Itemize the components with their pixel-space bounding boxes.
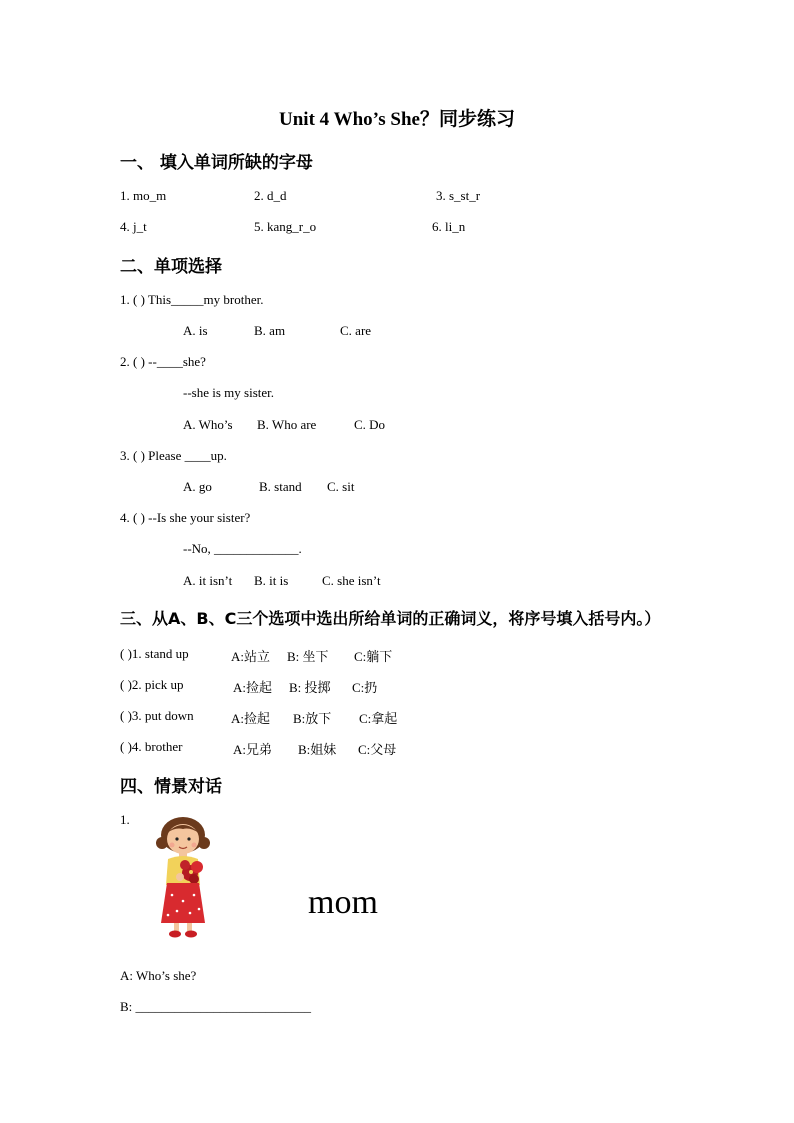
question-2-stem: 2. ( ) --____she? xyxy=(120,354,206,369)
section-4-heading: 四、情景对话 xyxy=(120,777,222,797)
meaning-row-4-option-b: B:姐妹 xyxy=(298,742,337,757)
meaning-row-3-option-c: C:拿起 xyxy=(359,711,398,726)
question-3-option-a: A. go xyxy=(183,479,212,494)
fill-item-2: 2. d_d xyxy=(254,188,287,203)
question-3-stem: 3. ( ) Please ____up. xyxy=(120,448,227,463)
question-3-option-b: B. stand xyxy=(259,479,302,494)
dialogue-line-a: A: Who’s she? xyxy=(120,968,197,983)
question-2-option-c: C. Do xyxy=(354,417,386,432)
meaning-row-4-option-c: C:父母 xyxy=(358,742,397,757)
question-1-option-b: B. am xyxy=(254,323,286,338)
dialogue-number: 1. xyxy=(120,812,130,827)
word-mom: mom xyxy=(308,884,378,921)
meaning-row-4-option-a: A:兄弟 xyxy=(233,742,273,757)
question-4-option-c: C. she isn’t xyxy=(322,573,381,588)
fill-item-5: 5. kang_r_o xyxy=(254,219,317,234)
page-title: Unit 4 Who’s She？同步练习 xyxy=(279,109,515,130)
meaning-row-4-word: ( )4. brother xyxy=(120,739,183,754)
question-4-option-a: A. it isn’t xyxy=(183,573,233,588)
question-1-stem: 1. ( ) This_____my brother. xyxy=(120,292,264,307)
meaning-row-2-option-a: A:捡起 xyxy=(233,680,273,695)
meaning-row-2-option-b: B: 投掷 xyxy=(289,680,331,695)
section-3-heading: 三、从A、B、C三个选项中选出所给单词的正确词义，将序号填入括号内。） xyxy=(120,609,661,628)
meaning-row-1-word: ( )1. stand up xyxy=(120,646,189,661)
question-2-option-b: B. Who are xyxy=(257,417,317,432)
question-4-option-b: B. it is xyxy=(254,573,289,588)
meaning-row-1-option-c: C:躺下 xyxy=(354,649,393,664)
meaning-row-3-word: ( )3. put down xyxy=(120,708,194,723)
fill-item-3: 3. s_st_r xyxy=(436,188,481,203)
meaning-row-3-option-b: B:放下 xyxy=(293,711,332,726)
question-2-answer-line: --she is my sister. xyxy=(183,385,274,400)
fill-item-6: 6. li_n xyxy=(432,219,466,234)
fill-item-1: 1. mo_m xyxy=(120,188,167,203)
question-1-option-a: A. is xyxy=(183,323,208,338)
question-1-option-c: C. are xyxy=(340,323,372,338)
question-4-answer-line: --No, _____________. xyxy=(183,541,302,556)
meaning-row-2-option-c: C:扔 xyxy=(352,680,378,695)
meaning-row-3-option-a: A:捡起 xyxy=(231,711,271,726)
question-4-stem: 4. ( ) --Is she your sister? xyxy=(120,510,251,525)
meaning-row-1-option-b: B: 坐下 xyxy=(287,649,329,664)
meaning-row-2-word: ( )2. pick up xyxy=(120,677,184,692)
question-2-option-a: A. Who’s xyxy=(183,417,233,432)
dialogue-line-b: B: ___________________________ xyxy=(120,999,312,1014)
question-3-option-c: C. sit xyxy=(327,479,355,494)
section-2-heading: 二、单项选择 xyxy=(120,257,222,277)
meaning-row-1-option-a: A:站立 xyxy=(231,649,271,664)
section-1-heading: 一、 填入单词所缺的字母 xyxy=(120,153,313,173)
fill-item-4: 4. j_t xyxy=(120,219,147,234)
girl-illustration xyxy=(150,815,220,940)
